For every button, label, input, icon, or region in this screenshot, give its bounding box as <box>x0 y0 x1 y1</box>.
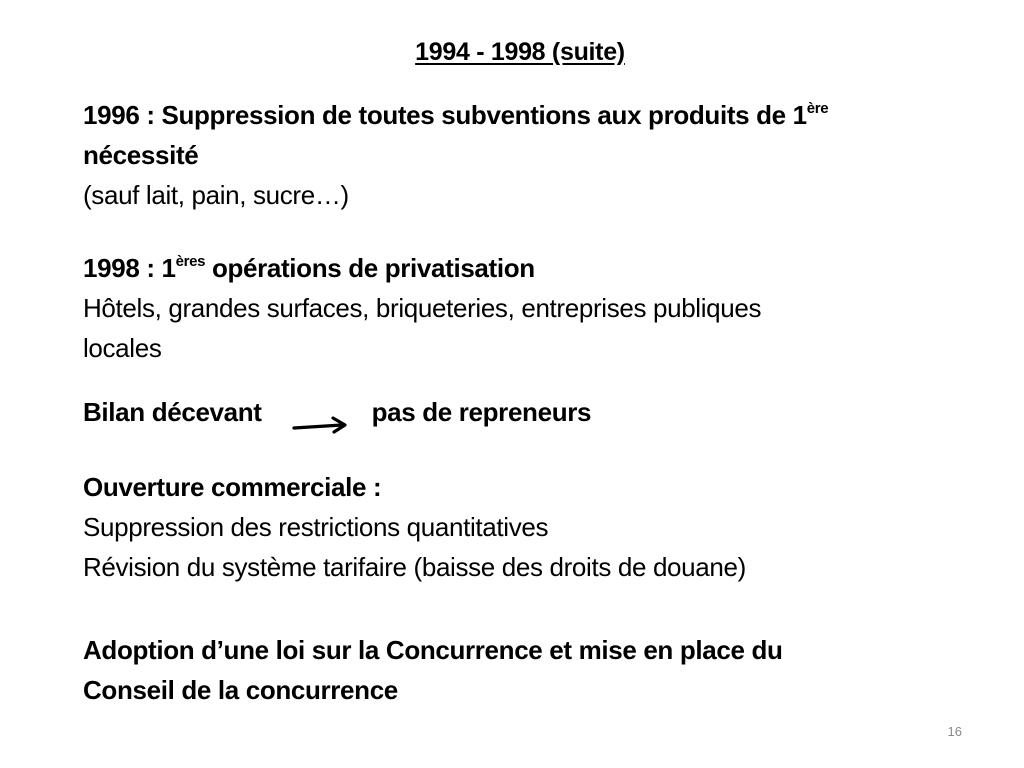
competition-line-1: Adoption d’une loi sur la Concurrence et mise en place du <box>83 635 783 665</box>
privatisation-sectors-continuation: locales <box>83 333 162 363</box>
assessment-left: Bilan décevant <box>83 397 262 427</box>
privatisation-heading-post: opérations de privatisation <box>205 253 535 283</box>
subsidy-heading-continuation: nécessité <box>83 140 199 170</box>
subsidy-heading-text: 1996 : Suppression de toutes subventions aux produits de 1 <box>83 100 807 130</box>
trade-opening-item-tariffs: Révision du système tarifaire (baisse des droits de douane) <box>83 552 746 582</box>
trade-opening-item-restrictions: Suppression des restrictions quantitatives <box>83 512 549 542</box>
subsidy-block <box>83 95 983 215</box>
slide-title: 1994 - 1998 (suite) <box>415 38 625 66</box>
competition-block <box>83 630 983 710</box>
assessment-line <box>83 392 983 432</box>
privatisation-sectors: Hôtels, grandes surfaces, briqueteries, entreprises publiques <box>83 293 762 323</box>
subsidy-heading-superscript: ère <box>806 100 829 118</box>
privatisation-block <box>83 248 983 368</box>
assessment-block <box>83 392 983 432</box>
trade-opening-heading: Ouverture commerciale : <box>83 472 382 502</box>
right-arrow-icon <box>292 406 350 426</box>
trade-opening-block <box>83 467 983 587</box>
page-number: 16 <box>947 724 962 739</box>
competition-line-2: Conseil de la concurrence <box>83 675 398 705</box>
assessment-right: pas de repreneurs <box>371 397 592 427</box>
subsidy-exceptions: (sauf lait, pain, sucre…) <box>83 180 349 210</box>
privatisation-heading <box>83 248 983 288</box>
privatisation-heading-pre: 1998 : 1 <box>83 253 176 283</box>
privatisation-heading-superscript: ères <box>175 253 206 271</box>
subsidy-heading-line <box>83 95 983 135</box>
